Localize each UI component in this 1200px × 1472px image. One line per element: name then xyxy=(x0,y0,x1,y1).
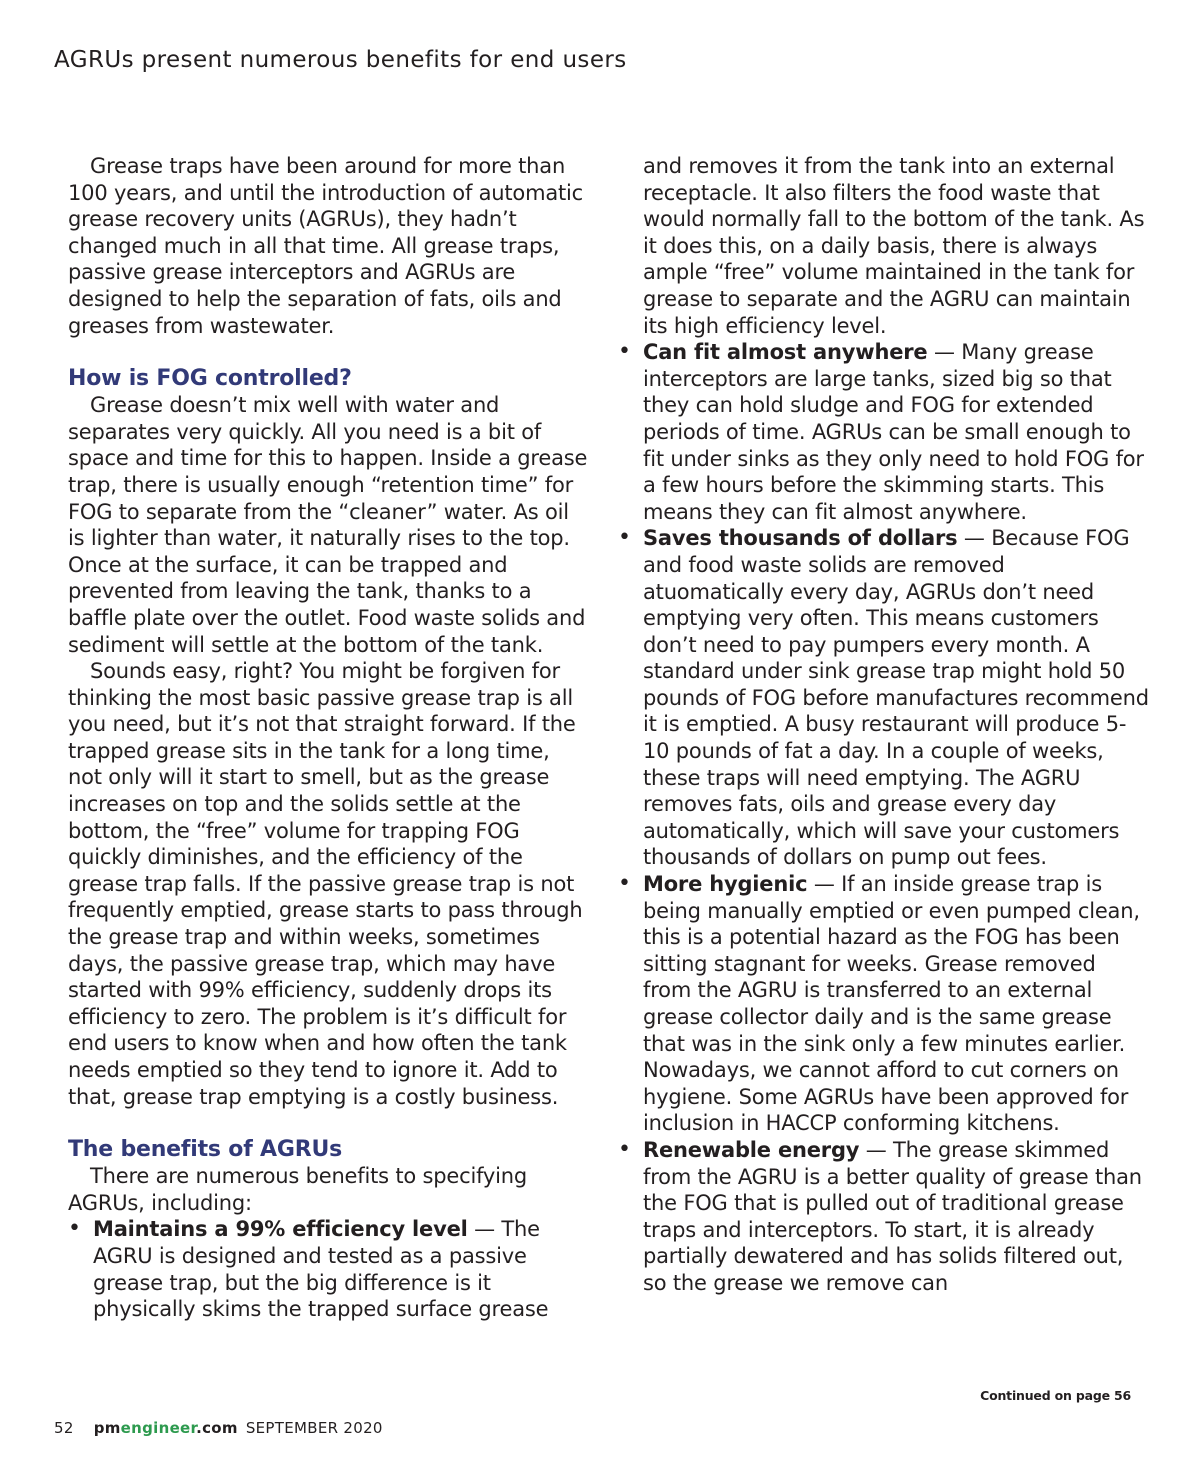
bullet-term: More hygienic xyxy=(643,872,808,897)
bullet-text: — Many grease interceptors are large tanks, sized big so that they can hold sludge and FOG for extended periods of time. AGRUs can be small enough to fit under sinks as they only need to hold FOG for a few hours before the skimming starts. This means they can fit almost anywhere. xyxy=(643,340,1144,524)
site-suffix: .com xyxy=(196,1419,238,1437)
section-heading-benefits: The benefits of AGRUs xyxy=(68,1137,343,1163)
bullet-term: Can fit almost anywhere xyxy=(643,340,928,365)
page-footer xyxy=(54,1419,383,1437)
bullet-term: Saves thousands of dollars xyxy=(643,526,958,551)
bullet-term: Maintains a 99% efficiency level xyxy=(93,1217,468,1242)
continuation-paragraph: and removes it from the tank into an external receptacle. It also filters the food waste that would normally fall to the bottom of the tank. As it does this, on a daily basis, there is always ample “free” volume maintained in the tank for grease to separate and the AGRU can maintain its high efficiency level. xyxy=(643,154,1145,338)
list-item xyxy=(618,871,1150,1137)
section-heading-fog-control: How is FOG controlled? xyxy=(68,366,352,392)
list-item xyxy=(618,339,1150,525)
right-column xyxy=(618,153,1150,1297)
list-item xyxy=(618,1137,1150,1297)
benefits-list-right xyxy=(618,339,1150,1296)
fog-paragraph-1: Grease doesn’t mix well with water and separates very quickly. All you need is a bit of space and time for this to happen. Inside a grease trap, there is usually enough “retention time” for FOG to separate from the “cleaner” water. As oil is lighter than water, it naturally rises to the top. Once at the surface, it can be trapped and prevented from leaving the tank, thanks to a baffle plate over the outlet. Food waste solids and sediment will settle at the bottom of the tank. xyxy=(68,393,588,657)
list-item xyxy=(68,1216,588,1322)
issue-date: SEPTEMBER 2020 xyxy=(245,1419,383,1437)
intro-paragraph: Grease traps have been around for more than 100 years, and until the introduction of automatic grease recovery units (AGRUs), they hadn’t changed much in all that time. All grease traps, passive grease interceptors and AGRUs are designed to help the separation of fats, oils and greases from wastewater. xyxy=(68,154,584,338)
bullet-text: — Because FOG and food waste solids are removed atuomatically every day, AGRUs don’t need emptying very often. This means customers don’t need to pay pumpers every month. A standard under sink grease trap might hold 50 pounds of FOG before manufactures recommend it is emptied. A busy restaurant will produce 5-10 pounds of fat a day. In a couple of weeks, these traps will need emptying. The AGRU removes fats, oils and grease every day automatically, which will save your customers thousands of dollars on pump out fees. xyxy=(643,526,1149,870)
bullet-text: — The AGRU is designed and tested as a passive grease trap, but the big difference is it physically skims the trapped surface grease xyxy=(93,1217,549,1322)
bullet-text: — The grease skimmed from the AGRU is a better quality of grease than the FOG that is pulled out of traditional grease traps and interceptors. To start, it is already partially dewatered and has solids filtered out, so the grease we remove can xyxy=(643,1137,1142,1295)
page-number: 52 xyxy=(54,1419,74,1437)
site-prefix: pm xyxy=(93,1419,121,1437)
continued-note: Continued on page 56 xyxy=(980,1388,1131,1403)
bullet-text: — If an inside grease trap is being manually emptied or even pumped clean, this is a potential hazard as the FOG has been sitting stagnant for weeks. Grease removed from the AGRU is transferred to an external grease collector daily and is the same grease that was in the sink only a few minutes earlier. Nowadays, we cannot afford to cut corners on hygiene. Some AGRUs have been approved for inclusion in HACCP conforming kitchens. xyxy=(643,872,1140,1136)
benefits-list-left xyxy=(68,1216,588,1322)
left-column xyxy=(68,153,588,1323)
benefits-intro: There are numerous benefits to specifying AGRUs, including: xyxy=(68,1164,528,1215)
bullet-term: Renewable energy xyxy=(643,1137,860,1162)
fog-paragraph-2: Sounds easy, right? You might be forgiven for thinking the most basic passive grease trap is all you need, but it’s not that straight forward. If the trapped grease sits in the tank for a long time, not only will it start to smell, but as the grease increases on top and the solids settle at the bottom, the “free” volume for trapping FOG quickly diminishes, and the efficiency of the grease trap falls. If the passive grease trap is not frequently emptied, grease starts to pass through the grease trap and within weeks, sometimes days, the passive grease trap, which may have started with 99% efficiency, suddenly drops its efficiency to zero. The problem is it’s difficult for end users to know when and how often the tank needs emptied so they tend to ignore it. Add to that, grease trap emptying is a costly business. xyxy=(68,659,583,1109)
list-item xyxy=(618,525,1150,871)
site-highlight: engineer xyxy=(120,1419,197,1437)
site-name xyxy=(94,1419,238,1437)
page-header-title: AGRUs present numerous benefits for end users xyxy=(54,47,627,73)
